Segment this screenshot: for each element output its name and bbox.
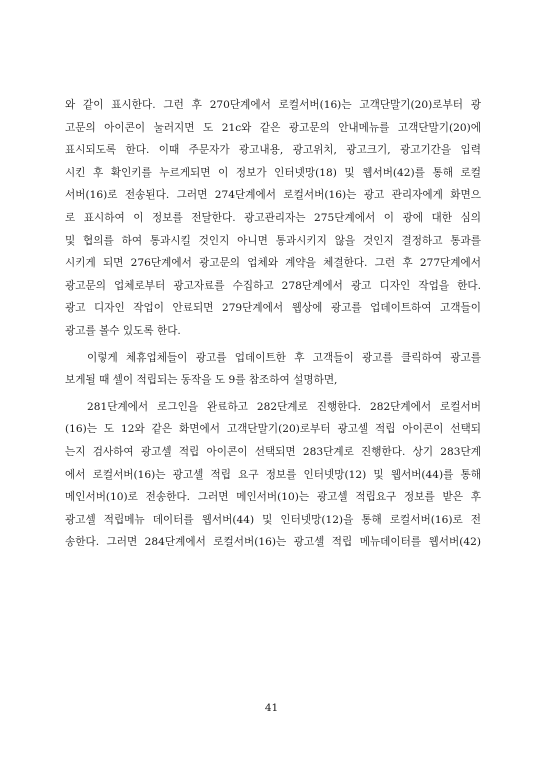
text-line: 시키게 되면 276단계에서 광고문의 업체와 계약을 체결한다. 그런 후 277단계에서 — [65, 257, 481, 270]
text-line: 표시되도록 한다. 이때 주문자가 광고내용, 광고위치, 광고크기, 광고기간을 입력 — [65, 144, 481, 157]
text-line: 광고를 볼수 있도록 한다. — [65, 324, 181, 337]
text-line: 메인서버(10)로 전송한다. 그러면 메인서버(10)는 광고셀 적립요구 정보를 받은 후 — [65, 491, 481, 504]
paragraph-2 — [65, 347, 481, 392]
text-line: 광고문의 업체로부터 광고자료를 수집하고 278단계에서 광고 디자인 작업을 한다. — [65, 279, 481, 292]
text-line: 와 같이 표시한다. 그런 후 270단계에서 로컬서버(16)는 고객단말기(20)로부터 광 — [65, 99, 481, 111]
text-line: 및 협의를 하여 통과시킬 것인지 아니면 통과시키지 않을 것인지 결정하고 통과를 — [65, 234, 481, 247]
page-number: 41 — [264, 702, 279, 714]
paragraph-3 — [65, 396, 481, 554]
text-line: 고문의 아이콘이 눌러지면 도 21c와 같은 광고문의 안내메뉴를 고객단말기(20)에 — [65, 121, 481, 134]
text-line: 광고 디자인 작업이 안료되면 279단계에서 웹상에 광고를 업데이트하여 고객들이 — [65, 302, 481, 315]
text-line: 로 표시하여 이 정보를 전달한다. 광고관리자는 275단계에서 이 광에 대한 심의 — [65, 211, 481, 224]
text-line: 281단계에서 로그인을 완료하고 282단계로 진행한다. 282단계에서 로컬서버 — [87, 400, 481, 413]
body-text — [65, 94, 481, 554]
text-line: 는지 검사하여 광고셀 적립 아이콘이 선택되면 283단계로 진행한다. 상기 283단계 — [65, 445, 481, 458]
text-line: (16)는 도 12와 같은 화면에서 고객단말기(20)로부터 광고셀 적립 아이콘이 선택되 — [65, 423, 481, 436]
text-line: 시킨 후 확인키를 누르게되면 이 정보가 인터넷망(18) 및 웹서버(42)를 통해 로컬 — [65, 166, 481, 179]
text-line: 송한다. 그러면 284단계에서 로컬서버(16)는 광고셀 적립 메뉴데이터를 웹서버(42) — [65, 536, 481, 549]
text-line: 서버(16)로 전송된다. 그러면 274단계에서 로컬서버(16)는 광고 관리자에게 화면으 — [65, 189, 481, 202]
text-line: 에서 로컬서버(16)는 광고셀 적립 요구 정보를 인터넷망(12) 및 웹서버(44)를 통해 — [65, 468, 481, 481]
text-line: 광고셀 적립메뉴 데이터를 웹서버(44) 및 인터넷망(12)을 통해 로컬서버(16)로 전 — [65, 513, 481, 526]
paragraph-1 — [65, 94, 481, 343]
text-line: 이렇게 체휴업체들이 광고를 업데이트한 후 고객들이 광고를 클릭하여 광고를 — [87, 351, 481, 364]
text-line: 보게될 때 셀이 적립되는 동작을 도 9를 참조하여 설명하면, — [65, 374, 338, 387]
